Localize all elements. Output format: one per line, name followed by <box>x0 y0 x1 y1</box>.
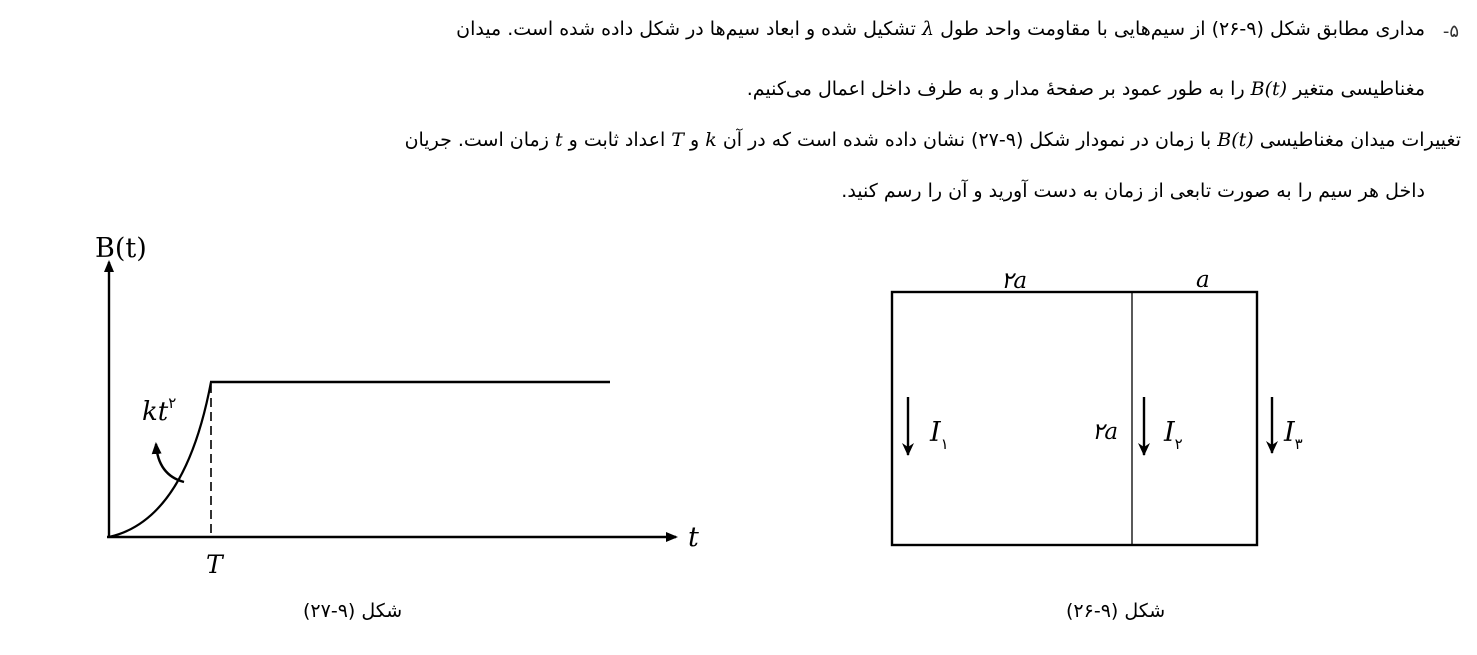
current-subscript: ۲ <box>1174 435 1183 453</box>
current-label-1 <box>929 417 949 453</box>
b-of-t-symbol: B(t) <box>1217 129 1254 151</box>
question-text: اعداد ثابت و <box>568 129 666 151</box>
question-text: داخل هر سیم را به صورت تابعی از زمان به دست آورید و آن را رسم کنید. <box>841 180 1425 202</box>
question-line-2 <box>747 74 1425 104</box>
figure-27-caption: شکل (۹-۲۷) <box>303 600 403 622</box>
t-symbol: t <box>554 129 563 151</box>
current-subscript: ۳ <box>1294 435 1303 453</box>
question-text: و <box>690 129 700 151</box>
current-label-3 <box>1283 417 1303 453</box>
y-axis-label: B(t) <box>95 233 147 264</box>
lambda-symbol: λ <box>921 18 935 40</box>
figure-26-caption: شکل (۹-۲۶) <box>1066 600 1166 622</box>
question-text: مداری مطابق شکل (۹-۲۶) از سیم‌هایی با مقاومت واحد طول <box>940 18 1425 40</box>
current-symbol: I <box>1284 417 1295 448</box>
dimension-top-left: ۲a <box>1001 268 1028 294</box>
question-text: را به طور عمود بر صفحهٔ مدار و به طرف داخل اعمال می‌کنیم. <box>746 78 1245 100</box>
circuit-outer-loop <box>892 292 1257 545</box>
question-text: مغناطیسی متغیر <box>1293 78 1425 100</box>
question-text: زمان است. جریان <box>404 129 549 151</box>
T-symbol: T <box>671 129 684 151</box>
current-symbol: I <box>1164 417 1175 448</box>
question-line-4 <box>841 176 1425 206</box>
question-text: تغییرات میدان مغناطیسی <box>1259 129 1461 151</box>
question-text: با زمان در نمودار شکل (۹-۲۷) نشان داده شده است که در آن <box>722 129 1212 151</box>
question-text: تشکیل شده و ابعاد سیم‌ها در شکل داده شده است. میدان <box>456 18 916 40</box>
curve-label <box>142 394 176 427</box>
curve-label-base: kt <box>142 397 169 427</box>
current-label-2 <box>1163 417 1183 453</box>
k-symbol: k <box>705 129 717 151</box>
b-of-t-symbol: B(t) <box>1250 78 1288 100</box>
figure-26-circuit <box>850 255 1330 575</box>
figure-27-graph <box>0 225 720 575</box>
current-subscript: ۱ <box>940 435 949 453</box>
question-number: ۵- <box>1442 21 1459 42</box>
x-axis-label: t <box>688 522 699 553</box>
curve-label-exponent: ۲ <box>168 394 177 412</box>
question-line-3 <box>405 125 1461 155</box>
current-symbol: I <box>930 417 941 448</box>
dimension-middle: ۲a <box>1092 419 1119 445</box>
t-tick-label: T <box>206 550 223 575</box>
dimension-top-right: a <box>1196 267 1210 293</box>
question-line-1 <box>456 14 1425 44</box>
